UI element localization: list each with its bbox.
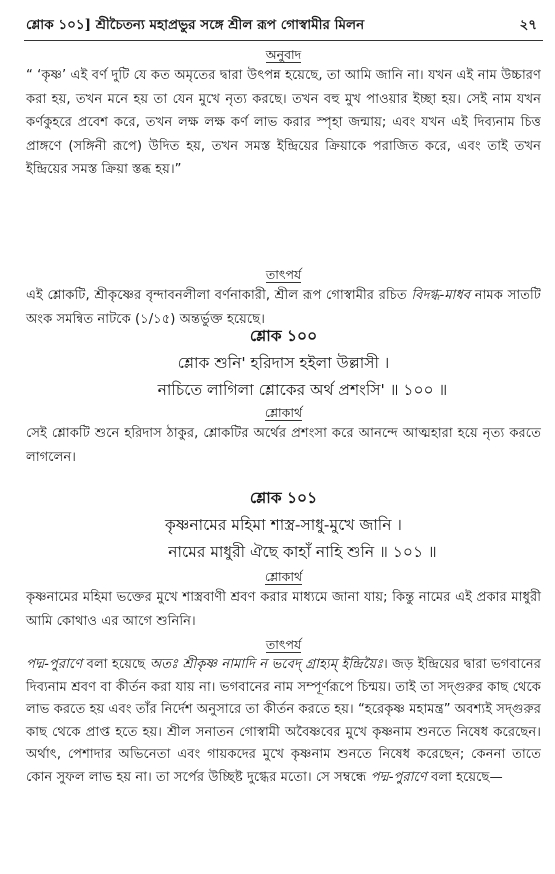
purport-label-2: তাৎপর্য: [265, 637, 302, 652]
verse-100-label: শ্লোকার্থ: [264, 405, 303, 420]
verse-100-lines: [26, 350, 541, 404]
verse-101-translation: [26, 568, 541, 633]
verse-101-line-2: নামের মাধুরী ঐছে কাহাঁ নাহি শুনি ॥ ১০১ ॥: [168, 543, 437, 561]
header-rule: [24, 40, 543, 41]
verse-101-text: কৃষ্ণনামের মহিমা ভক্তের মুখে শাস্ত্রবাণী শ্রবণ করার মাধ্যমে জানা যায়; কিন্তু নামের এই প্রকার মাধুরী আমি কোথাও এর আগে শুনিনি।: [26, 590, 541, 629]
page-number: ২৭: [519, 17, 537, 33]
verse-101: [26, 486, 541, 566]
verse-100-line-2: নাচিতে লাগিলা শ্লোকের অর্থ প্রশংসি' ॥ ১০০ ॥: [157, 381, 448, 399]
translation-section: [26, 46, 541, 182]
verse-100-text: সেই শ্লোকটি শুনে হরিদাস ঠাকুর, শ্লোকটির অর্থের প্রশংসা করে আনন্দে আত্মহারা হয়ে নৃত্য করতে লাগলেন।: [26, 426, 541, 465]
translation-text: “ ‘কৃষ্ণ’ এই বর্ণ দুটি যে কত অমৃতের দ্বারা উৎপন্ন হয়েছে, তা আমি জানি না। যখন এই নাম উচ্চারণ করা হয়, তখন মনে হয় তা যেন মুখে নৃত্য করছে। তখন বহু মুখ পাওয়ার ইচ্ছা হয়। সেই নাম যখন কর্ণকুহরে প্রবেশ করে, তখন লক্ষ লক্ষ কর্ণ লাভ করার স্পৃহা জন্মায়; এবং যখন এই দিব্যনাম চিত্ত প্রাঙ্গণে (সঙ্গিনী রূপে) উদিত হয়, তখন সমস্ত ইন্দ্রিয়ের ক্রিয়াকে পরাজিত করে, এবং তাই তখন ইন্দ্রিয়ের সমস্ত ক্রিয়া স্তব্ধ হয়।”: [26, 68, 541, 178]
verse-101-line-1: কৃষ্ণনামের মহিমা শাস্ত্র-সাধু-মুখে জানি ।: [165, 516, 402, 534]
verse-101-label: শ্লোকার্থ: [264, 569, 303, 584]
purport-text-1: এই শ্লোকটি, শ্রীকৃষ্ণের বৃন্দাবনলীলা বর্ণনাকারী, শ্রীল রূপ গোস্বামীর রচিত বিদগ্ধ-মাধব নামক সাতটি অংক সমন্বিত নাটকে (১/১৫) অন্তর্ভুক্ত হয়েছে।: [26, 288, 541, 327]
purport-section-1: [26, 266, 541, 331]
verse-100-heading: শ্লোক ১০০: [249, 327, 318, 345]
translation-label: অনুবাদ: [265, 47, 302, 62]
purport-label-1: তাৎপর্য: [265, 267, 302, 282]
verse-100-translation: [26, 404, 541, 469]
verse-100: [26, 324, 541, 404]
verse-100-line-1: শ্লোক শুনি' হরিদাস হইলা উল্লাসী ।: [177, 354, 390, 372]
verse-101-lines: [26, 512, 541, 566]
header-title: শ্লোক ১০১] শ্রীচৈতন্য মহাপ্রভুর সঙ্গে শ্রীল রূপ গোস্বামীর মিলন: [26, 17, 365, 33]
running-header: [26, 14, 541, 37]
purport-text-2: পদ্ম-পুরাণে বলা হয়েছে অতঃ শ্রীকৃষ্ণ নামাদি ন ভবেদ্ গ্রাহ্যম্ ইন্দ্রিয়ৈঃ। জড় ইন্দ্রিয়ের দ্বারা ভগবানের দিব্যনাম শ্রবণ বা কীর্তন করা যায় না। ভগবানের নাম সম্পূর্ণরূপে চিন্ময়। তাই তা সদ্গুরুর কাছ থেকে লাভ করতে হয় এবং তাঁর নির্দেশ অনুসারে তা কীর্তন করতে হয়। “হরেকৃষ্ণ মহামন্ত্র” অবশ্যই সদ্গুরুর কাছ থেকে প্রাপ্ত হতে হয়। শ্রীল সনাতন গোস্বামী অবৈষ্ণবের মুখে কৃষ্ণনাম শুনতে নিষেধ করেছেন। অর্থাৎ, পেশাদার অভিনেতা এবং গায়কদের মুখে কৃষ্ণনাম শুনতে নিষেধ করেছেন; কেননা তাতে কোন সুফল লাভ হয় না। তা সর্পের উচ্ছিষ্ট দুগ্ধের মতো। সে সম্বন্ধে পদ্ম-পুরাণে বলা হয়েছে—: [26, 657, 541, 785]
verse-101-heading: শ্লোক ১০১: [249, 489, 318, 507]
purport-section-2: [26, 636, 541, 789]
